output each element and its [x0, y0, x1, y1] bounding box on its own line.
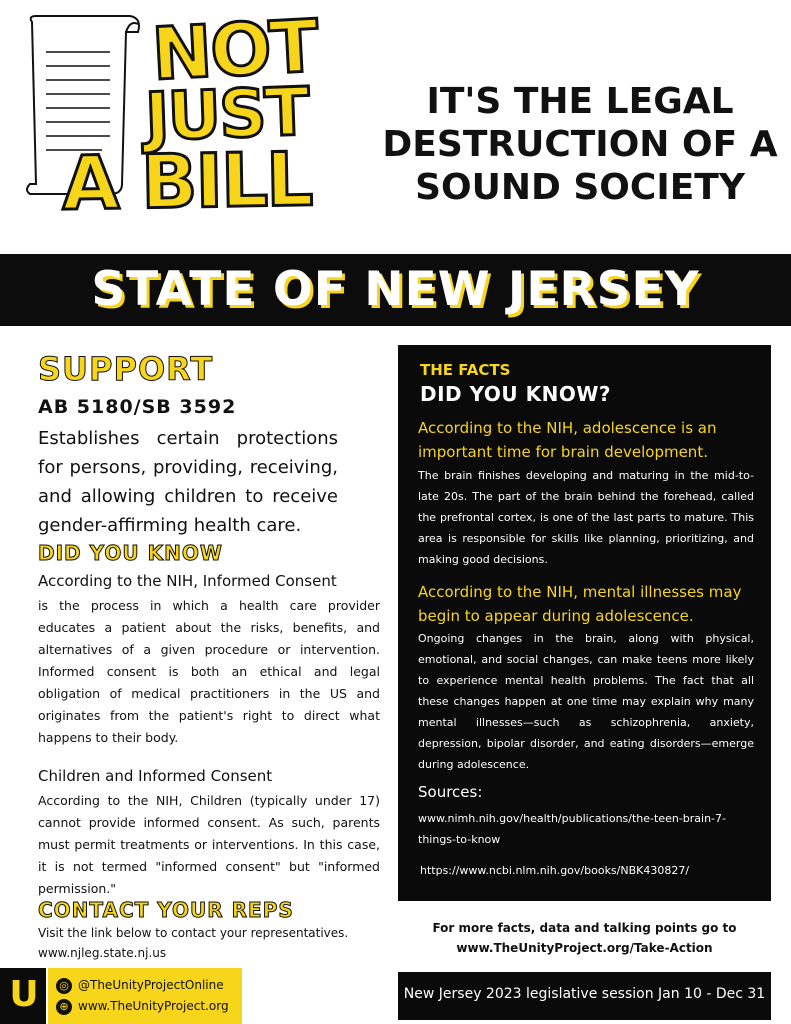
sources-label: Sources:: [418, 783, 483, 801]
take-action-link[interactable]: www.TheUnityProject.org/Take-Action: [456, 941, 713, 955]
contact-link[interactable]: www.njleg.state.nj.us: [38, 946, 167, 960]
logo-line-just: JUST: [143, 73, 309, 156]
facts-label: THE FACTS: [420, 361, 511, 379]
children-text: According to the NIH, Children (typically under 17) cannot provide informed consent. As such, parents must permit treatments or interventions. In this case, it is not termed "informed consent" but "informed permission.": [38, 793, 380, 896]
globe-icon: ⊕: [56, 999, 72, 1015]
facts-heading: DID YOU KNOW?: [420, 382, 611, 406]
social-handle[interactable]: @TheUnityProjectOnline: [78, 978, 224, 992]
children-subheading: Children and Informed Consent: [38, 767, 273, 785]
website-link[interactable]: www.TheUnityProject.org: [78, 999, 229, 1013]
state-title: STATE OF NEW JERSEY: [91, 262, 700, 317]
social-bar: [48, 968, 242, 1024]
instagram-icon: ◎: [56, 978, 72, 994]
more-facts-text: For more facts, data and talking points go to: [432, 921, 737, 935]
facts-lead-brain: According to the NIH, adolescence is an important time for brain development.: [418, 419, 717, 461]
source-link-ncbi[interactable]: https://www.ncbi.nlm.nih.gov/books/NBK430827/: [420, 864, 690, 877]
unity-logo-mark: U: [9, 974, 39, 1015]
contact-text: Visit the link below to contact your representatives.: [38, 926, 349, 940]
facts-lead-mental: According to the NIH, mental illnesses may begin to appear during adolescence.: [418, 583, 742, 625]
contact-heading: CONTACT YOUR REPS: [38, 898, 294, 922]
headline: IT'S THE LEGAL DESTRUCTION OF A SOUND SOCIETY: [382, 81, 778, 208]
did-you-know-heading: DID YOU KNOW: [38, 541, 223, 565]
bill-description: Establishes certain protections for persons, providing, receiving, and allowing children to receive gender-affirming health care.: [38, 428, 338, 536]
facts-para-mental: Ongoing changes in the brain, along with physical, emotional, and social changes, can make teens more likely to experience mental health problems. The fact that all these changes happen at one time may explain why many mental illnesses—such as schizophrenia, anxiety, depression, bipolar disorder, and eating disorders—emerge during adolescence.: [418, 632, 754, 771]
consent-text: is the process in which a health care provider educates a patient about the risks, benefits, and alternatives of a given procedure or intervention. Informed consent is both an ethical and legal obligation of medical practitioners in the US and originates from the patient's right to direct what happens to their body.: [38, 598, 380, 745]
logo-line-abill: A BILL: [61, 136, 313, 228]
source-link-nimh[interactable]: www.nimh.nih.gov/health/publications/the-teen-brain-7-things-to-know: [418, 812, 727, 846]
consent-subheading: According to the NIH, Informed Consent: [38, 572, 337, 590]
session-dates: New Jersey 2023 legislative session Jan 10 - Dec 31: [403, 986, 766, 1002]
logo-line-not: NOT: [149, 3, 319, 97]
facts-para-brain: The brain finishes developing and maturing in the mid-to-late 20s. The part of the brain behind the forehead, called the prefrontal cortex, is one of the last parts to mature. This area is responsible for skills like planning, prioritizing, and making good decisions.: [418, 469, 754, 566]
bill-number: AB 5180/SB 3592: [38, 396, 237, 418]
support-heading: SUPPORT: [38, 350, 214, 388]
